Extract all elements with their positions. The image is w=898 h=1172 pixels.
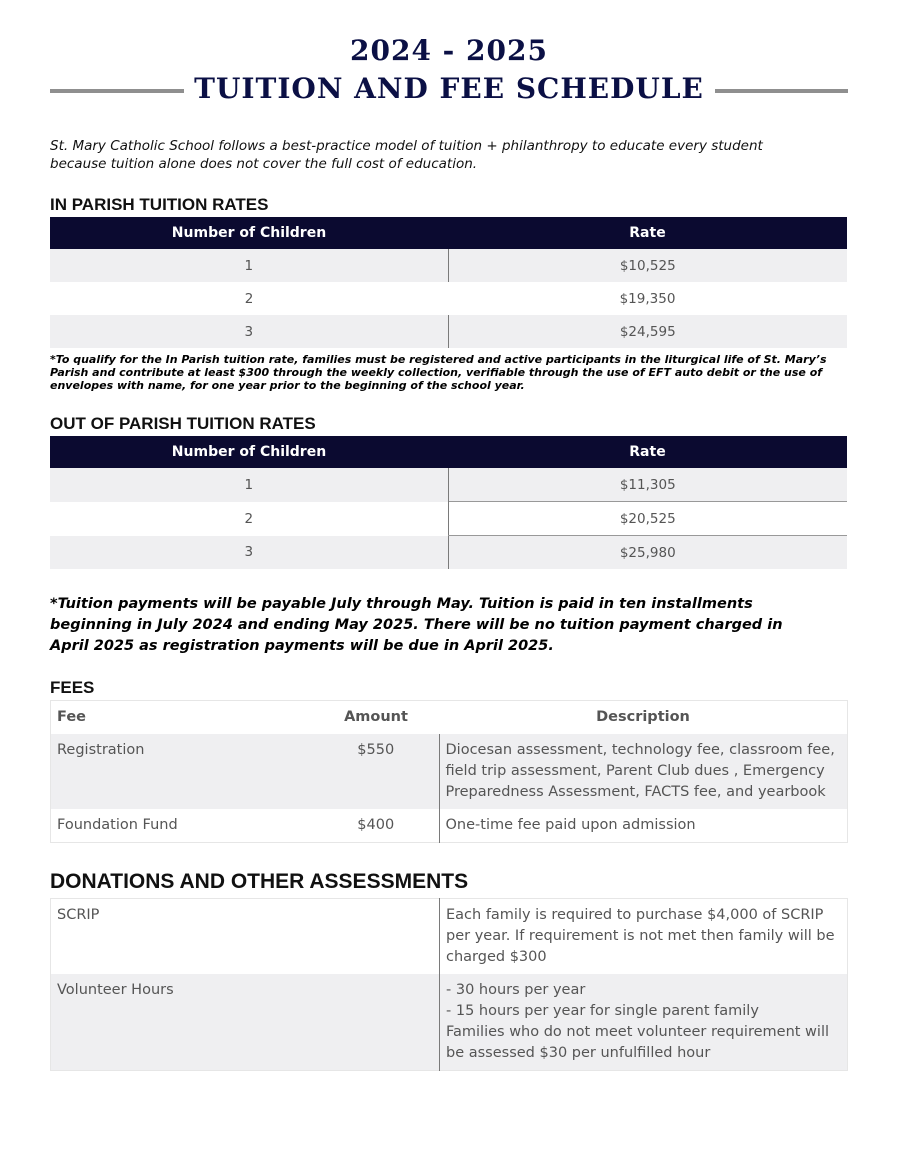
col-header-fee: Fee: [51, 701, 314, 735]
rate-cell: $19,350: [448, 282, 847, 315]
scrip-description: Each family is required to purchase $4,000 of SCRIP per year. If requirement is not met then family will be charged $300: [440, 899, 848, 975]
in-parish-qualification-note: *To qualify for the In Parish tuition rate, families must be registered and active participants in the liturgical life of St. Mary’s Parish and contribute at least $300 through the weekly collection, verifiable through the use of EFT auto debit or the use of envelopes with name, for one year prior to the beginning of the school year.: [50, 353, 827, 392]
table-row: [51, 899, 848, 975]
col-header-amount: Amount: [313, 701, 439, 735]
description-cell: One-time fee paid upon admission: [439, 809, 848, 843]
donations-heading: DONATIONS AND OTHER ASSESSMENTS: [50, 870, 469, 893]
volunteer-single-parent-line: - 15 hours per year for single parent family: [446, 1003, 759, 1019]
children-cell: 1: [50, 468, 448, 502]
table-row: [50, 282, 847, 315]
description-cell: Diocesan assessment, technology fee, classroom fee, field trip assessment, Parent Club dues , Emergency Preparedness Assessment, FACTS fee, and yearbook: [439, 734, 848, 809]
intro-text: St. Mary Catholic School follows a best-practice model of tuition + philanthropy to educate every student because tuition alone does not cover the full cost of education.: [50, 138, 763, 172]
fee-cell: Registration: [51, 734, 314, 809]
rate-cell: $24,595: [448, 315, 847, 348]
payment-schedule-note: *Tuition payments will be payable July through May. Tuition is paid in ten installments beginning in July 2024 and ending May 2025. There will be no tuition payment charged in April 2025 as registration payments will be due in April 2025.: [50, 596, 783, 654]
children-cell: 2: [50, 282, 448, 315]
volunteer-penalty-line: Families who do not meet volunteer requirement will be assessed $30 per unfulfilled hour: [446, 1024, 830, 1061]
donations-table: [50, 898, 848, 1071]
fee-cell: Foundation Fund: [51, 809, 314, 843]
col-header-rate: Rate: [448, 217, 847, 249]
rate-cell: $11,305: [448, 468, 847, 502]
table-row: [50, 468, 847, 502]
school-year-heading: 2024 - 2025: [350, 34, 548, 67]
table-row: [51, 809, 848, 843]
col-header-rate: Rate: [448, 436, 847, 468]
col-header-children: Number of Children: [50, 436, 448, 468]
table-row: [50, 315, 847, 348]
out-parish-heading: OUT OF PARISH TUITION RATES: [50, 414, 316, 433]
out-parish-table: [50, 436, 847, 569]
table-row: [51, 974, 848, 1071]
children-cell: 1: [50, 249, 448, 282]
children-cell: 2: [50, 502, 448, 536]
scrip-label: SCRIP: [51, 899, 440, 975]
fees-table: [50, 700, 848, 843]
col-header-children: Number of Children: [50, 217, 448, 249]
amount-cell: $550: [313, 734, 439, 809]
in-parish-heading: IN PARISH TUITION RATES: [50, 195, 269, 214]
table-row: [50, 502, 847, 536]
table-row: [50, 536, 847, 570]
table-row: [51, 734, 848, 809]
amount-cell: $400: [313, 809, 439, 843]
rate-cell: $25,980: [448, 536, 847, 570]
col-header-description: Description: [439, 701, 848, 735]
fees-heading: FEES: [50, 678, 95, 697]
in-parish-table: [50, 217, 847, 348]
rate-cell: $10,525: [448, 249, 847, 282]
table-row: [50, 249, 847, 282]
volunteer-hours-label: Volunteer Hours: [51, 974, 440, 1071]
volunteer-requirement-line: - 30 hours per year: [446, 982, 586, 998]
volunteer-hours-description: [440, 974, 848, 1071]
rate-cell: $20,525: [448, 502, 847, 536]
children-cell: 3: [50, 315, 448, 348]
children-cell: 3: [50, 536, 448, 570]
page-title: TUITION AND FEE SCHEDULE: [194, 72, 704, 105]
